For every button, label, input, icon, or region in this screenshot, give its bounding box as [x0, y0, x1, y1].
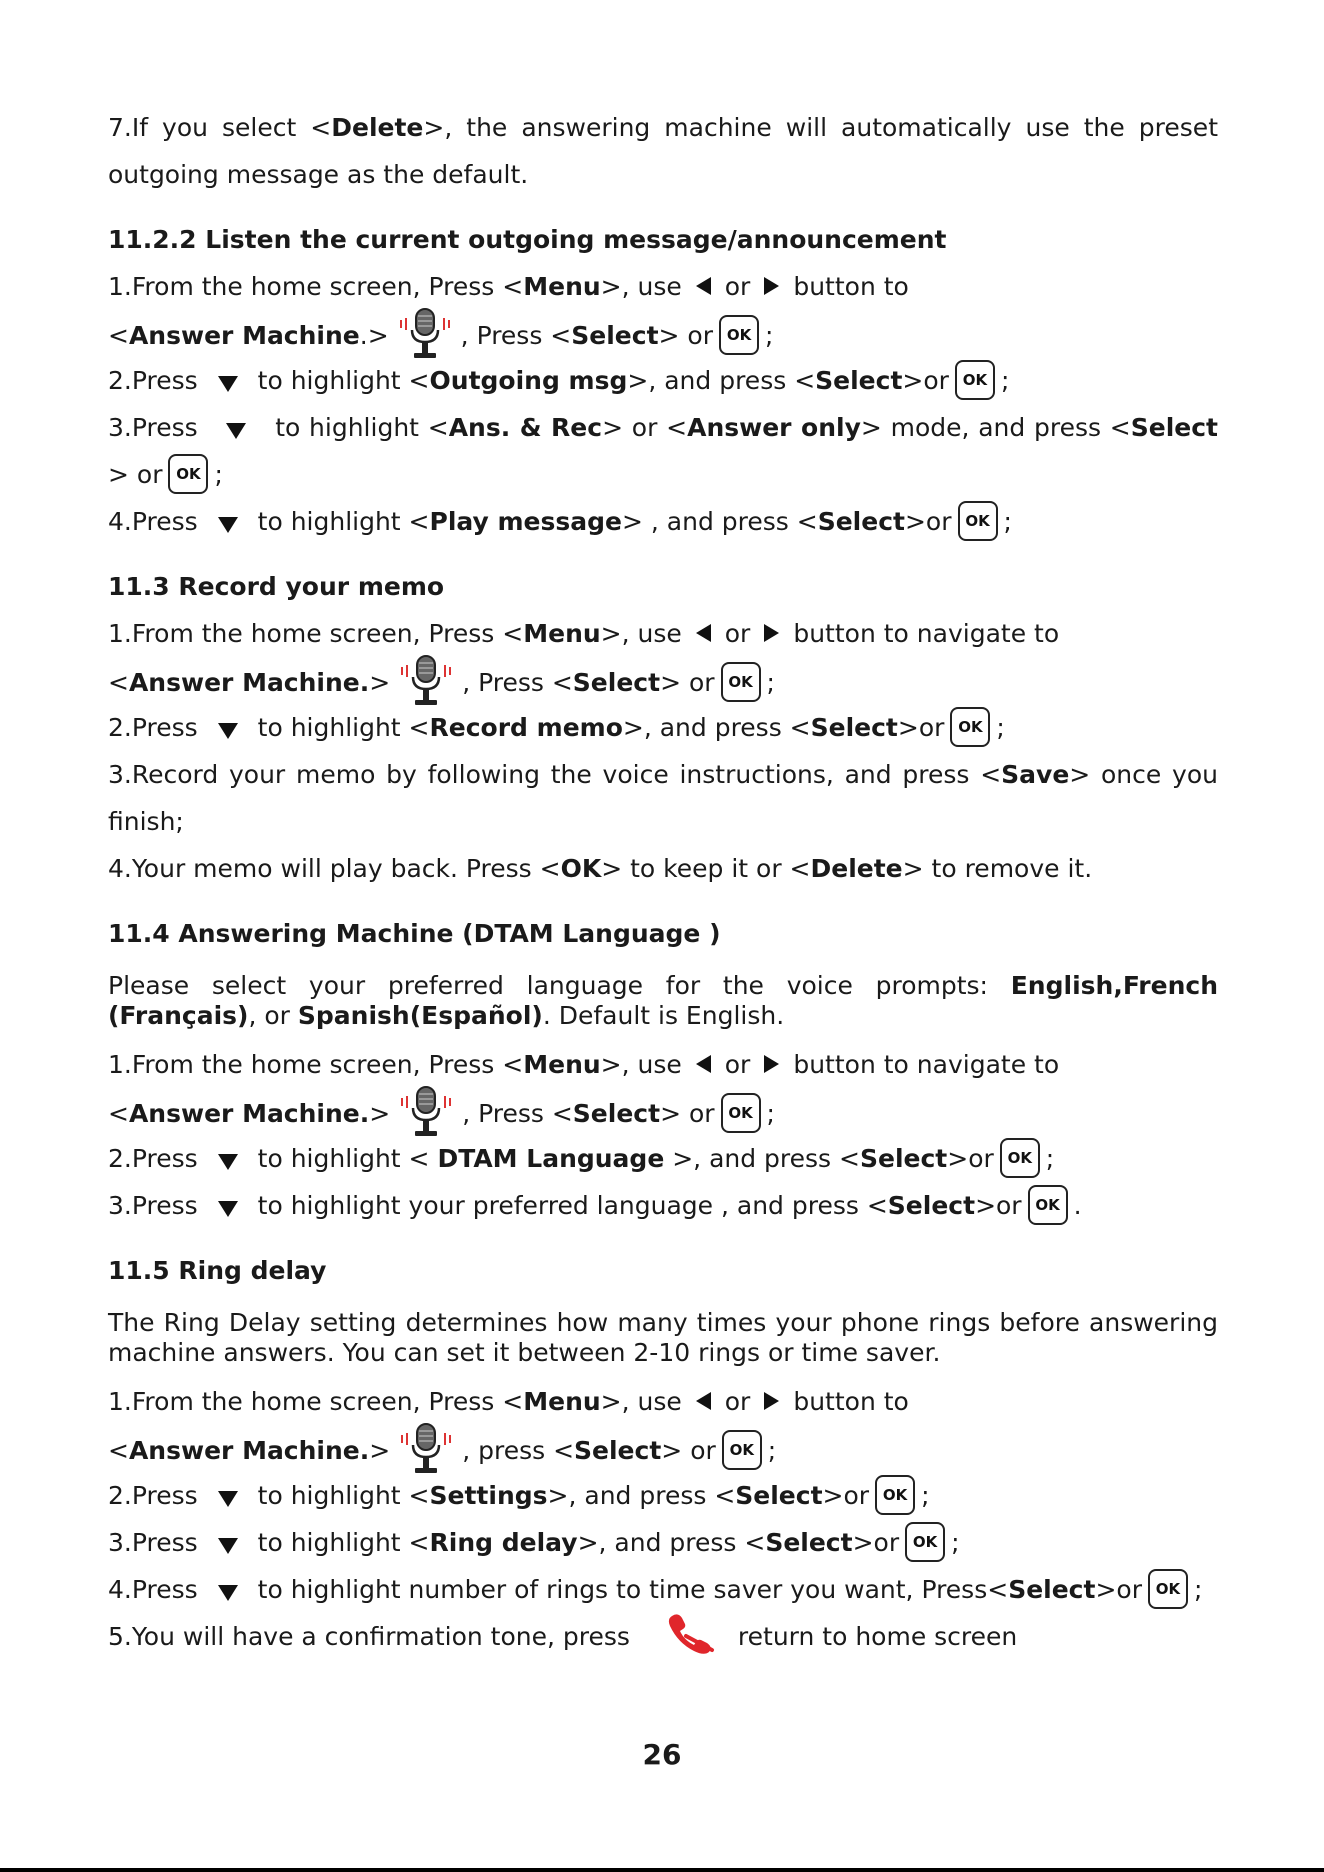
- down-arrow-icon: [218, 723, 238, 739]
- s1-step-4: 4.Press to highlight <Play message> , and press <Select>or OK ;: [108, 498, 1218, 545]
- bottom-rule: [0, 1868, 1324, 1872]
- left-arrow-icon: [696, 1392, 711, 1410]
- ok-key-icon: OK: [955, 360, 995, 400]
- s3-step-2: 2.Press to highlight < DTAM Language >, and press <Select>or OK ;: [108, 1135, 1218, 1182]
- s2-step-3-cont: finish;: [108, 807, 184, 836]
- down-arrow-icon: [218, 376, 238, 392]
- ok-key-icon: OK: [721, 662, 761, 702]
- s1-step-1: 1.From the home screen, Press <Menu>, use or button to: [108, 272, 909, 301]
- ok-key-icon: OK: [722, 1430, 762, 1470]
- down-arrow-icon: [226, 423, 246, 439]
- right-arrow-icon: [764, 1392, 779, 1410]
- right-arrow-icon: [764, 277, 779, 295]
- ok-key-icon: OK: [168, 454, 208, 494]
- ok-key-icon: OK: [958, 501, 998, 541]
- page-number: 26: [642, 1738, 682, 1771]
- s4-intro-paragraph: The Ring Delay setting determines how many times your phone rings before answering machine answers. You can set it between 2-10 rings or time saver.: [108, 1308, 1218, 1367]
- ok-key-icon: OK: [1028, 1185, 1068, 1225]
- s4-step-1: 1.From the home screen, Press <Menu>, use or button to: [108, 1387, 909, 1416]
- section-heading-11-5: 11.5 Ring delay: [108, 1256, 327, 1285]
- s4-step-5: 5.You will have a confirmation tone, press return to home screen: [108, 1613, 1218, 1660]
- s3-step-3: 3.Press to highlight your preferred language , and press <Select>or OK .: [108, 1182, 1218, 1229]
- ok-key-icon: OK: [905, 1522, 945, 1562]
- ok-key-icon: OK: [719, 315, 759, 355]
- left-arrow-icon: [696, 277, 711, 295]
- s4-step-3: 3.Press to highlight <Ring delay>, and press <Select>or OK ;: [108, 1519, 1218, 1566]
- down-arrow-icon: [218, 1491, 238, 1507]
- s3-intro-paragraph: Please select your preferred language for the voice prompts: English,French (Français), or Spanish(Español). Default is English.: [108, 971, 1218, 1030]
- down-arrow-icon: [218, 517, 238, 533]
- left-arrow-icon: [696, 624, 711, 642]
- s4-step-1-cont: <Answer Machine.> , press <Select> or OK ;: [108, 1425, 1218, 1472]
- down-arrow-icon: [218, 1154, 238, 1170]
- s2-step-2: 2.Press to highlight <Record memo>, and press <Select>or OK ;: [108, 704, 1218, 751]
- s2-step-1-cont: <Answer Machine.> , Press <Select> or OK ;: [108, 657, 1218, 704]
- end-call-icon: [666, 1610, 716, 1654]
- s1-step-3: 3.Press to highlight <Ans. & Rec> or <Answer only> mode, and press <Select: [108, 413, 1218, 442]
- s1-step-1-cont: <Answer Machine.> , Press <Select> or OK ;: [108, 310, 1218, 357]
- s2-step-4: 4.Your memo will play back. Press <OK> to keep it or <Delete> to remove it.: [108, 854, 1093, 883]
- ok-key-icon: OK: [721, 1093, 761, 1133]
- microphone-icon: [396, 1421, 456, 1475]
- right-arrow-icon: [764, 1055, 779, 1073]
- section-heading-11-3: 11.3 Record your memo: [108, 572, 445, 601]
- microphone-icon: [395, 306, 455, 360]
- intro-line-2: outgoing message as the default.: [108, 160, 529, 189]
- ok-key-icon: OK: [1148, 1569, 1188, 1609]
- section-heading-11-2-2: 11.2.2 Listen the current outgoing message/announcement: [108, 225, 947, 254]
- s3-step-1: 1.From the home screen, Press <Menu>, use or button to navigate to: [108, 1050, 1060, 1079]
- left-arrow-icon: [696, 1055, 711, 1073]
- microphone-icon: [396, 653, 456, 707]
- s4-step-4: 4.Press to highlight number of rings to time saver you want, Press<Select>or OK ;: [108, 1566, 1218, 1613]
- ok-key-icon: OK: [950, 707, 990, 747]
- ok-key-icon: OK: [875, 1475, 915, 1515]
- s1-step-2: 2.Press to highlight <Outgoing msg>, and press <Select>or OK ;: [108, 357, 1218, 404]
- microphone-icon: [396, 1084, 456, 1138]
- section-heading-11-4: 11.4 Answering Machine (DTAM Language ): [108, 919, 721, 948]
- ok-key-icon: OK: [1000, 1138, 1040, 1178]
- intro-line-1: 7.If you select <Delete>, the answering machine will automatically use the preset: [108, 113, 1218, 142]
- down-arrow-icon: [218, 1538, 238, 1554]
- down-arrow-icon: [218, 1585, 238, 1601]
- s2-step-1: 1.From the home screen, Press <Menu>, use or button to navigate to: [108, 619, 1060, 648]
- s1-step-3-cont: > or OK ;: [108, 451, 1218, 498]
- right-arrow-icon: [764, 624, 779, 642]
- down-arrow-icon: [218, 1201, 238, 1217]
- document-page: [108, 104, 1218, 1660]
- s2-step-3: 3.Record your memo by following the voice instructions, and press <Save> once you: [108, 760, 1218, 789]
- s3-step-1-cont: <Answer Machine.> , Press <Select> or OK ;: [108, 1088, 1218, 1135]
- s4-step-2: 2.Press to highlight <Settings>, and press <Select>or OK ;: [108, 1472, 1218, 1519]
